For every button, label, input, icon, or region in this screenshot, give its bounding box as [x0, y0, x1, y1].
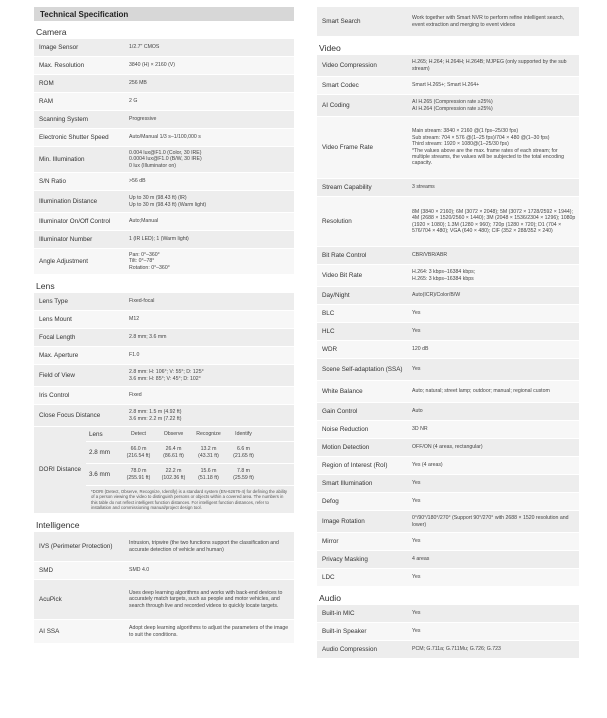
- spec-key: Illumination Distance: [39, 197, 98, 205]
- spec-value: Uses deep learning algorithms and works with back-end devices to accurately match targets, such as people and motor vehicles, and search through live and recorded videos to quickly locate targets.: [129, 590, 283, 609]
- spec-row-bit-rate-control: [317, 247, 579, 265]
- spec-key: Scanning System: [39, 115, 89, 123]
- spec-row-angle-adjustment: [34, 249, 294, 275]
- spec-row-ai-ssa: [34, 620, 294, 644]
- spec-value: 2.8 mm; 3.6 mm: [129, 334, 167, 341]
- dori-header-identify: Identify: [235, 430, 252, 437]
- dori-value: 78.0 m (255.91 ft): [126, 468, 151, 481]
- spec-key: Illuminator On/Off Control: [39, 217, 111, 225]
- spec-row-smart-illumination: [317, 475, 579, 493]
- spec-value: Auto;Manual: [129, 218, 159, 225]
- spec-row-illumination-distance: [34, 191, 294, 213]
- spec-value: Yes: [412, 366, 421, 373]
- spec-row-scene-self-adaptation-ssa: [317, 359, 579, 381]
- spec-value: Work together with Smart NVR to perform refine intelligent search, event extraction and merging to event videos: [412, 15, 565, 28]
- spec-key: Scene Self-adaptation (SSA): [322, 365, 403, 373]
- spec-table: [317, 55, 579, 587]
- spec-value: Yes: [412, 480, 421, 487]
- spec-row-smart-codec: [317, 77, 579, 95]
- spec-row-stream-capability: [317, 179, 579, 197]
- spec-value: 0.004 lux@F1.0 (Color, 30 IRE) 0.0004 lux@F1.0 (B/W, 30 IRE) 0 lux (Illuminator on): [129, 149, 202, 169]
- spec-key: Lens Type: [39, 297, 68, 305]
- spec-row-white-balance: [317, 381, 579, 403]
- spec-key: Close Focus Distance: [39, 411, 101, 419]
- spec-value: Yes: [412, 310, 421, 317]
- spec-value: >56 dB: [129, 178, 146, 185]
- spec-value: Yes (4 areas): [412, 462, 443, 469]
- spec-row-field-of-view: [34, 365, 294, 387]
- spec-row-blc: [317, 305, 579, 323]
- spec-row-s-n-ratio: [34, 173, 294, 191]
- spec-row-video-frame-rate: [317, 117, 579, 179]
- spec-row-region-of-interest-roi: [317, 457, 579, 475]
- spec-row-rom: [34, 75, 294, 93]
- spec-key: Video Bit Rate: [322, 271, 363, 279]
- spec-value: Up to 30 m (98.43 ft) (IR) Up to 30 m (98.43 ft) (Warm light): [129, 195, 207, 208]
- spec-key: WDR: [322, 345, 338, 353]
- spec-value: 1/2.7" CMOS: [129, 44, 160, 51]
- section-heading-camera: Camera: [34, 21, 294, 39]
- spec-row-ai-coding: [317, 95, 579, 117]
- spec-key: LDC: [322, 573, 335, 581]
- spec-value: 120 dB: [412, 346, 429, 353]
- section-heading-video: Video: [317, 37, 579, 55]
- spec-key: Bit Rate Control: [322, 251, 367, 259]
- right-sections: [317, 7, 579, 659]
- spec-row-image-rotation: [317, 511, 579, 533]
- dori-row-3-6: [86, 464, 294, 486]
- spec-row-close-focus-distance: [34, 405, 294, 427]
- spec-value: Yes: [412, 574, 421, 581]
- spec-row-video-compression: [317, 55, 579, 77]
- spec-key: Smart Illumination: [322, 479, 373, 487]
- spec-row-iris-control: [34, 387, 294, 405]
- spec-value: Adopt deep learning algorithms to adjust the parameters of the image to suit the conditions.: [129, 625, 289, 638]
- dori-table: [34, 427, 294, 514]
- spec-row-privacy-masking: [317, 551, 579, 569]
- spec-key: Image Rotation: [322, 517, 365, 525]
- spec-row-focal-length: [34, 329, 294, 347]
- left-sections: [34, 21, 294, 427]
- spec-key: HLC: [322, 327, 335, 335]
- spec-value: SMD 4.0: [129, 567, 150, 574]
- spec-title: Technical Specification: [34, 7, 294, 21]
- spec-key: Smart Codec: [322, 81, 359, 89]
- spec-key: ROM: [39, 79, 54, 87]
- spec-value: Progressive: [129, 116, 157, 123]
- dori-value: 22.2 m (102.36 ft): [161, 468, 186, 481]
- spec-key: Field of View: [39, 371, 75, 379]
- dori-header-observe: Observe: [163, 430, 184, 437]
- spec-value: Auto/Manual 1/3 s–1/100,000 s: [129, 134, 201, 141]
- spec-row-hlc: [317, 323, 579, 341]
- spec-key: BLC: [322, 309, 335, 317]
- section-heading-intelligence: Intelligence: [34, 514, 294, 532]
- spec-value: M12: [129, 316, 140, 323]
- spec-value: OFF/ON (4 areas, rectangular): [412, 444, 483, 451]
- dori-row-2-8: [86, 442, 294, 464]
- spec-table: [34, 532, 294, 644]
- spec-key: Built-in Speaker: [322, 627, 367, 635]
- spec-row-built-in-speaker: [317, 623, 579, 641]
- spec-row-defog: [317, 493, 579, 511]
- dori-grid: [86, 427, 294, 513]
- spec-key: AcuPick: [39, 595, 62, 603]
- dori-row: [34, 427, 294, 514]
- spec-row-acupick: [34, 580, 294, 620]
- spec-table: [34, 293, 294, 427]
- spec-key: RAM: [39, 97, 53, 105]
- spec-key: Angle Adjustment: [39, 257, 89, 265]
- dori-value: 13.2 m (43.31 ft): [198, 446, 219, 459]
- spec-value: F1.0: [129, 352, 140, 359]
- spec-key: Privacy Masking: [322, 555, 368, 563]
- spec-key: Illuminator Number: [39, 235, 93, 243]
- spec-value: PCM; G.711a; G.711Mu; G.726; G.723: [412, 646, 501, 653]
- spec-key: AI Coding: [322, 101, 350, 109]
- spec-row-audio-compression: [317, 641, 579, 659]
- spec-row-ldc: [317, 569, 579, 587]
- spec-row-gain-control: [317, 403, 579, 421]
- spec-row-image-sensor: [34, 39, 294, 57]
- spec-value: Yes: [412, 628, 421, 635]
- spec-key: IVS (Perimeter Protection): [39, 542, 113, 550]
- spec-row-ivs-perimeter-protection: [34, 532, 294, 562]
- spec-row-min-illumination: [34, 147, 294, 173]
- spec-key: White Balance: [322, 387, 363, 395]
- spec-value: Yes: [412, 498, 421, 505]
- spec-key: Mirror: [322, 537, 339, 545]
- right-column: [317, 7, 579, 659]
- spec-table: [317, 7, 579, 37]
- spec-row-max-aperture: [34, 347, 294, 365]
- dori-lens: 2.8 mm: [89, 449, 110, 456]
- intelligence-section: [34, 514, 294, 644]
- dori-value: 6.6 m (21.65 ft): [233, 446, 254, 459]
- dori-value: 66.0 m (216.54 ft): [126, 446, 151, 459]
- section-heading-audio: Audio: [317, 587, 579, 605]
- spec-table: [317, 605, 579, 659]
- spec-key: Max. Aperture: [39, 351, 79, 359]
- spec-row-lens-mount: [34, 311, 294, 329]
- spec-value: H.264: 3 kbps–16384 kbps; H.265: 3 kbps–16384 kbps: [412, 269, 476, 282]
- section-heading-lens: Lens: [34, 275, 294, 293]
- spec-row-day-night: [317, 287, 579, 305]
- spec-value: Intrusion, tripwire (the two functions support the classification and accurate detection of vehicle and human): [129, 540, 279, 553]
- spec-key: Focal Length: [39, 333, 76, 341]
- spec-row-illuminator-on-off-control: [34, 213, 294, 231]
- spec-row-smart-search: [317, 7, 579, 37]
- spec-value: 3 streams: [412, 184, 435, 191]
- spec-key: Day/Night: [322, 291, 350, 299]
- spec-key: Video Frame Rate: [322, 143, 373, 151]
- spec-value: CBR/VBR/ABR: [412, 252, 448, 259]
- spec-key: Resolution: [322, 217, 352, 225]
- spec-value: Pan: 0°–360° Tilt: 0°–78° Rotation: 0°–360°: [129, 251, 170, 271]
- spec-row-wdr: [317, 341, 579, 359]
- spec-value: 256 MB: [129, 80, 147, 87]
- dori-value: 26.4 m (86.61 ft): [163, 446, 184, 459]
- spec-key: Region of Interest (RoI): [322, 461, 388, 469]
- spec-key: Lens Mount: [39, 315, 72, 323]
- spec-value: 1 (IR LED); 1 (Warm light): [129, 236, 189, 243]
- dori-lens: 3.6 mm: [89, 471, 110, 478]
- spec-value: Yes: [412, 610, 421, 617]
- dori-value: 7.8 m (25.59 ft): [233, 468, 254, 481]
- spec-key: Gain Control: [322, 407, 358, 415]
- dori-label: DORI Distance: [39, 466, 81, 474]
- spec-value: Auto: [412, 408, 423, 415]
- spec-row-video-bit-rate: [317, 265, 579, 287]
- spec-value: Auto(ICR)/Color/B/W: [412, 292, 461, 299]
- spec-row-resolution: [317, 197, 579, 247]
- spec-row-ram: [34, 93, 294, 111]
- spec-row-max-resolution: [34, 57, 294, 75]
- spec-key: Iris Control: [39, 391, 70, 399]
- spec-value: Yes: [412, 328, 421, 335]
- spec-value: 4 areas: [412, 556, 430, 563]
- dori-header: [86, 427, 294, 442]
- dori-value: 15.6 m (51.18 ft): [198, 468, 219, 481]
- spec-value: 0°/90°/180°/270° (Support 90°/270° with 2688 × 1520 resolution and lower): [412, 515, 569, 528]
- spec-key: Video Compression: [322, 61, 377, 69]
- spec-key: Noise Reduction: [322, 425, 369, 433]
- spec-key: S/N Ratio: [39, 177, 66, 185]
- spec-table: [34, 39, 294, 275]
- spec-value: 8M (3840 × 2160); 6M (3072 × 2048); 5M (3072 × 1728/2592 × 1944); 4M (2688 × 1520/2560 × 1440); 3M (2048 × 1536/2304 × 1296); 1080p (1920 × 1080); 1.3M (1280 × 960); 720p (1280 × 720); D1 (704 × 576/704 × 480); VGA (640 × 480); CIF (352 × 288/352 × 240): [412, 208, 576, 234]
- spec-row-motion-detection: [317, 439, 579, 457]
- dori-note: *DORI (Detect, Observe, Recognize, Identify) is a standard system (EN-62676-4) for defining the ability of a person viewing the video to distinguish persons or objects within a covered area. The numbers in this table do not reflect intelligent function distances. For intelligent function distances, refer to installation and commissioning manual/project design tool.: [86, 486, 294, 513]
- spec-value: Auto; natural; street lamp; outdoor; manual; regional custom: [412, 388, 550, 395]
- spec-key: Image Sensor: [39, 43, 79, 51]
- spec-key: SMD: [39, 566, 53, 574]
- spec-row-illuminator-number: [34, 231, 294, 249]
- left-column: [34, 7, 294, 644]
- spec-value: AI H.265 (Compression rate ≥25%) AI H.264 (Compression rate ≥25%): [412, 99, 493, 112]
- spec-key: Built-in MIC: [322, 609, 355, 617]
- spec-row-mirror: [317, 533, 579, 551]
- spec-row-built-in-mic: [317, 605, 579, 623]
- spec-key: Defog: [322, 497, 339, 505]
- spec-value: Smart H.265+; Smart H.264+: [412, 82, 480, 89]
- spec-row-electronic-shutter-speed: [34, 129, 294, 147]
- spec-value: H.265; H.264; H.264H; H.264B; MJPEG (only supported by the sub stream): [412, 59, 567, 72]
- spec-row-scanning-system: [34, 111, 294, 129]
- spec-row-lens-type: [34, 293, 294, 311]
- spec-value: 2.8 mm: 1.5 m (4.92 ft) 3.6 mm: 2.2 m (7.22 ft): [129, 409, 182, 422]
- spec-key: Motion Detection: [322, 443, 370, 451]
- spec-value: Yes: [412, 538, 421, 545]
- spec-row-smd: [34, 562, 294, 580]
- dori-header-lens: Lens: [89, 430, 103, 438]
- spec-key: Smart Search: [322, 17, 361, 25]
- spec-value: 2.8 mm: H: 106°; V: 55°; D: 125° 3.6 mm: H: 85°; V: 45°; D: 102°: [129, 369, 204, 382]
- spec-value: Main stream: 3840 × 2160 @(1 fps–25/30 fps) Sub stream: 704 × 576 @(1–25 fps)/704 × 480 @(1–30 fps) Third stream: 1920 × 1080@(1–25/30 fps) *The values above are the max. frame rates of each stream; for multiple streams, the values will be subjected to the total encoding capacity.: [412, 128, 564, 167]
- spec-value: Fixed: [129, 392, 142, 399]
- spec-value: 3D NR: [412, 426, 428, 433]
- spec-value: 2 G: [129, 98, 138, 105]
- spec-key: Min. Illumination: [39, 155, 85, 163]
- spec-key: Audio Compression: [322, 645, 377, 653]
- dori-header-detect: Detect: [131, 430, 146, 437]
- spec-value: Fixed-focal: [129, 298, 155, 305]
- spec-row-noise-reduction: [317, 421, 579, 439]
- spec-key: Max. Resolution: [39, 61, 85, 69]
- spec-value: 3840 (H) × 2160 (V): [129, 62, 175, 69]
- spec-key: AI SSA: [39, 627, 60, 635]
- dori-header-recognize: Recognize: [196, 430, 221, 437]
- spec-key: Electronic Shutter Speed: [39, 133, 109, 141]
- spec-key: Stream Capability: [322, 183, 372, 191]
